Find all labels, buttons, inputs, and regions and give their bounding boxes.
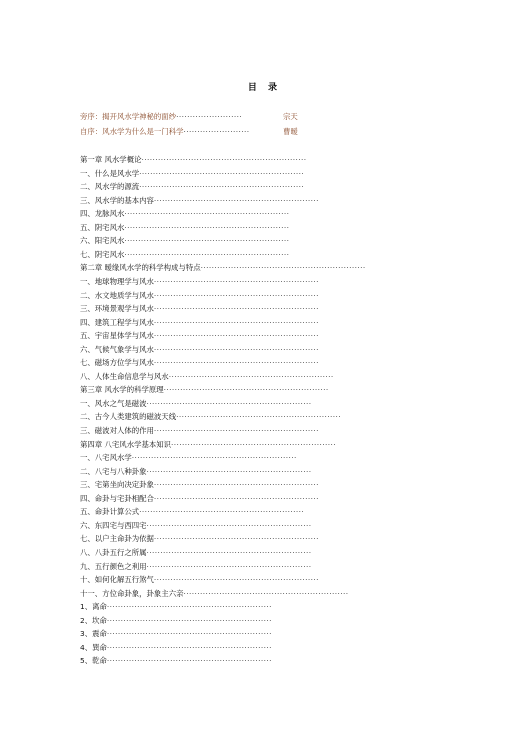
toc-entry[interactable] — [80, 168, 305, 179]
leader-dots: ···························································· — [106, 629, 272, 639]
toc-entry[interactable] — [80, 643, 300, 653]
toc-entry-title: 九、五行颜色之利用 — [80, 561, 147, 571]
toc-entry-title: 五、命卦计算公式 — [80, 507, 140, 517]
toc-entry-title: 第一章 风水学概论 — [80, 155, 142, 164]
toc-chapter[interactable] — [80, 439, 337, 450]
leader-dots: ···························································· — [124, 236, 290, 246]
toc-entry[interactable] — [80, 276, 319, 287]
toc-entry-title: 一、八宅风水学 — [80, 453, 132, 463]
toc-entry-title: 八、人体生命信息学与风水 — [80, 371, 169, 381]
toc-entry[interactable] — [80, 656, 300, 666]
toc-entry-title: 四、建筑工程学与风水 — [80, 317, 154, 327]
leader-dots: ···························································· — [139, 507, 305, 517]
leader-dots: ························ — [183, 127, 250, 136]
leader-dots: ···························································· — [124, 249, 290, 259]
toc-entry[interactable] — [80, 371, 334, 382]
leader-dots: ···························································· — [153, 426, 319, 435]
toc-entry[interactable] — [80, 453, 300, 463]
preface-entry-title: 自序：风水学为什么是一门科学 — [80, 127, 184, 136]
toc-chapter[interactable] — [80, 385, 329, 395]
toc-entry-title: 五、宇宙星体学与风水 — [80, 331, 154, 341]
leader-dots: ···························································· — [153, 358, 319, 368]
leader-dots: ···························································· — [168, 371, 334, 381]
leader-dots: ···························································· — [146, 547, 312, 557]
toc-entry-title: 三、风水学的基本内容 — [80, 195, 154, 205]
leader-dots: ···························································· — [153, 534, 319, 544]
toc-entry-title: 二、古今人类建筑的磁波天线 — [80, 412, 177, 422]
toc-entry[interactable] — [80, 331, 319, 341]
leader-dots: ························ — [176, 112, 243, 121]
leader-dots: ···························································· — [153, 575, 319, 585]
toc-entry-title: 三、磁波对人体的作用 — [80, 426, 154, 435]
toc-entry-title: 十、如何化解五行煞气 — [80, 575, 154, 585]
toc-entry-title: 第三章 风水学的科学原理 — [80, 385, 164, 395]
toc-entry[interactable] — [80, 344, 319, 355]
toc-entry-title: 三、环境景观学与风水 — [80, 304, 154, 314]
leader-dots: ···························································· — [146, 466, 312, 476]
toc-entry-title: 八、八卦五行之所属 — [80, 547, 147, 557]
leader-dots: ···························································· — [153, 195, 319, 205]
leader-dots: ···························································· — [163, 385, 329, 395]
leader-dots: ···························································· — [146, 561, 312, 571]
toc-entry-title: 一、什么是风水学 — [80, 168, 140, 178]
leader-dots: ···························································· — [153, 304, 319, 314]
toc-entry[interactable] — [80, 290, 319, 301]
toc-entry-title: 十一、方位命卦象，卦象主六亲 — [80, 588, 184, 598]
toc-entry[interactable] — [80, 426, 319, 436]
leader-dots: ···························································· — [106, 615, 272, 625]
leader-dots: ···························································· — [176, 412, 342, 422]
leader-dots: ···························································· — [146, 398, 312, 408]
toc-entry-title: 4、巽命 — [80, 642, 107, 652]
preface-entry-author: 曹暧 — [283, 127, 298, 136]
toc-entry-title: 第二章 暧缘风水学的科学构成与特点 — [80, 263, 201, 273]
toc-chapter[interactable] — [80, 155, 307, 165]
toc-entry[interactable] — [80, 561, 312, 572]
toc-entry[interactable] — [80, 412, 342, 422]
leader-dots: ···························································· — [124, 209, 290, 219]
toc-entry[interactable] — [80, 304, 319, 314]
toc-chapter[interactable] — [80, 263, 366, 273]
preface-entry[interactable] — [80, 112, 340, 122]
toc-entry-title: 六、东四宅与西四宅 — [80, 520, 147, 530]
toc-entry[interactable] — [80, 507, 305, 517]
leader-dots: ···························································· — [153, 276, 319, 286]
preface-entry-author: 宗天 — [283, 112, 298, 121]
toc-entry-title: 七、阴宅风水 — [80, 249, 125, 259]
toc-entry-title: 二、八宅与八种卦象 — [80, 466, 147, 476]
leader-dots: ···························································· — [153, 480, 319, 490]
toc-entry[interactable] — [80, 466, 312, 477]
leader-dots: ···························································· — [146, 520, 312, 530]
leader-dots: ···························································· — [131, 453, 297, 463]
toc-entry-title: 七、以户主命卦为依据 — [80, 534, 154, 544]
toc-entry[interactable] — [80, 602, 300, 612]
leader-dots: ···························································· — [106, 656, 272, 666]
toc-entry[interactable] — [80, 588, 349, 599]
leader-dots: ···························································· — [153, 493, 319, 503]
toc-entry[interactable] — [80, 520, 312, 531]
toc-entry-title: 一、风水之气是磁波 — [80, 398, 147, 408]
toc-entry-title: 六、阳宅风水 — [80, 236, 125, 246]
toc-entry[interactable] — [80, 182, 305, 192]
toc-entry[interactable] — [80, 250, 300, 260]
leader-dots: ···························································· — [153, 317, 319, 327]
toc-entry[interactable] — [80, 209, 300, 219]
leader-dots: ···························································· — [153, 290, 319, 300]
toc-entry-title: 六、气候气象学与风水 — [80, 344, 154, 354]
toc-entry-title: 二、风水学的源流 — [80, 182, 140, 192]
toc-entry-title: 2、坎命 — [80, 615, 107, 625]
toc-entry-title: 四、命卦与宅卦相配合 — [80, 493, 154, 503]
leader-dots: ···························································· — [141, 155, 307, 164]
toc-entry[interactable] — [80, 236, 300, 246]
toc-entry[interactable] — [80, 493, 319, 504]
toc-entry-title: 一、地球物理学与风水 — [80, 276, 154, 286]
toc-entry-title: 第四章 八宅风水学基本知识 — [80, 439, 172, 449]
toc-entry-title: 五、阴宅风水 — [80, 222, 125, 232]
toc-entry[interactable] — [80, 534, 319, 544]
leader-dots: ···························································· — [139, 182, 305, 192]
leader-dots: ···························································· — [153, 344, 319, 354]
toc-entry[interactable] — [80, 616, 300, 626]
toc-entry-title: 四、龙脉风水 — [80, 209, 125, 219]
toc-entry[interactable] — [80, 629, 300, 639]
toc-entry[interactable] — [80, 195, 319, 206]
toc-entry[interactable] — [80, 575, 319, 585]
toc-entry[interactable] — [80, 223, 300, 233]
toc-entry[interactable] — [80, 480, 319, 490]
toc-entry-title: 二、水文地质学与风水 — [80, 290, 154, 300]
toc-entry[interactable] — [80, 358, 319, 368]
toc-entry-title: 七、磁场方位学与风水 — [80, 358, 154, 368]
toc-entry[interactable] — [80, 398, 312, 409]
leader-dots: ···························································· — [183, 588, 349, 598]
leader-dots: ···························································· — [200, 263, 366, 273]
toc-entry-title: 三、宅第坐向决定卦象 — [80, 480, 154, 490]
page-title: 目 录 — [247, 83, 282, 93]
toc-entry[interactable] — [80, 317, 319, 328]
toc-entry-title: 3、震命 — [80, 629, 107, 639]
leader-dots: ···························································· — [171, 439, 337, 449]
leader-dots: ···························································· — [106, 642, 272, 652]
leader-dots: ···························································· — [153, 331, 319, 341]
toc-entry[interactable] — [80, 547, 312, 558]
leader-dots: ···························································· — [124, 222, 290, 232]
preface-entry[interactable] — [80, 127, 340, 137]
preface-entry-title: 旁序：揭开风水学神秘的面纱 — [80, 112, 177, 121]
leader-dots: ···························································· — [106, 602, 272, 612]
leader-dots: ···························································· — [139, 168, 305, 178]
toc-entry-title: 1、离命 — [80, 602, 107, 612]
toc-entry-title: 5、乾命 — [80, 656, 107, 666]
